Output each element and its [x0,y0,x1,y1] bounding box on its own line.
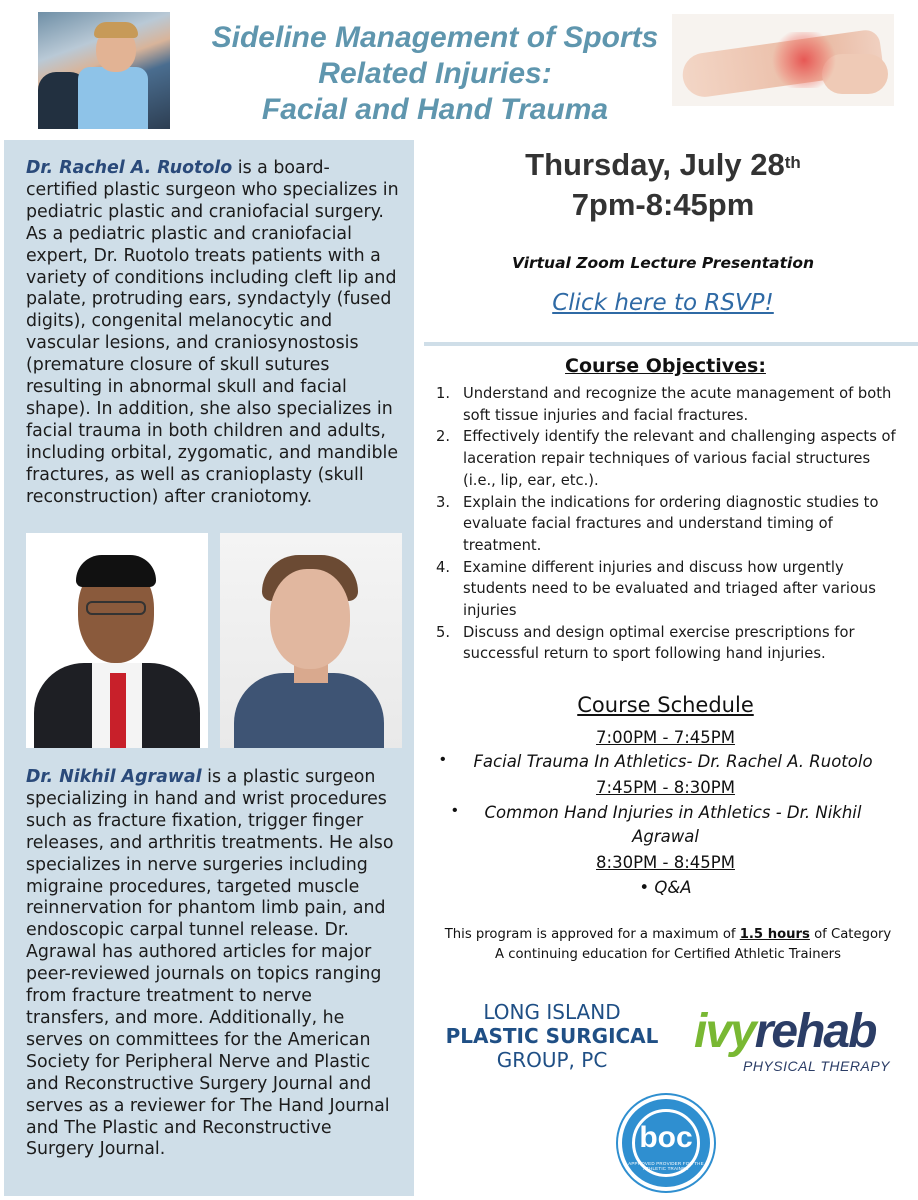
objective-item: 4. Examine different injuries and discuss how urgently students need to be evaluated and triaged after various injuries [436,558,876,620]
section-divider [424,342,918,346]
long-island-plastic-surgical-logo [432,1000,672,1072]
portrait-agrawal [26,533,208,748]
schedule-heading: Course Schedule [577,693,754,717]
event-venue: Virtual Zoom Lecture Presentation [511,254,815,272]
lips-logo-line-1: LONG ISLAND [483,1000,621,1024]
approval-line-2: A continuing education for Certified Athletic Trainers [495,947,841,962]
boc-logo [618,1095,714,1191]
objective-item: 3. Explain the indications for ordering diagnostic studies to evaluate facial fractures and understand timing of treatment. [436,493,879,554]
lips-logo-line-3: GROUP, PC [496,1048,608,1072]
portrait-ruotolo [220,533,402,748]
schedule-item-3-label: Q&A [654,878,692,897]
schedule-bullet: • [440,751,446,768]
schedule-bullet: • [639,878,650,897]
title-line-3: Facial and Hand Trauma [261,93,609,126]
ivy-logo-rehab: rehab [754,1005,876,1058]
objective-item: 1. Understand and recognize the acute management of both soft tissue injuries and facial fractures. [436,385,892,424]
schedule-time-2: 7:45PM - 8:30PM [596,778,735,797]
event-date-suffix: th [784,153,801,172]
event-time: 7pm-8:45pm [571,187,755,222]
lips-logo-line-2: PLASTIC SURGICAL [445,1024,659,1048]
speaker-bio-ruotolo [26,158,401,509]
objective-item: 2. Effectively identify the relevant and challenging aspects of laceration repair techniques of various facial structures (i.e., lip, ear, etc.). [436,428,896,489]
schedule-time-3: 8:30PM - 8:45PM [596,853,735,872]
objective-item: 5. Discuss and design optimal exercise prescriptions for successful return to sport following hand injuries. [436,623,855,663]
title-line-2: Related Injuries: [318,57,552,90]
approval-prefix: This program is approved for a maximum of [444,927,740,942]
schedule-bullet: • [452,802,458,819]
schedule-item-2-line-1: Common Hand Injuries in Athletics - Dr. Nikhil [484,803,862,822]
approval-hours: 1.5 hours [739,927,810,942]
objectives-list [436,383,906,665]
speaker-bio-agrawal [26,767,396,1161]
speaker-name-ruotolo: Dr. Rachel A. Ruotolo [26,158,233,178]
schedule-item-2-line-2: Agrawal [632,827,699,846]
schedule-item-3 [428,877,903,899]
ivy-logo-subtitle: PHYSICAL THERAPY [742,1058,890,1074]
schedule-item-1: Facial Trauma In Athletics- Dr. Rachel A. Ruotolo [473,752,873,771]
approval-suffix: of Category [809,927,892,942]
approval-note [428,925,908,965]
speaker-name-agrawal: Dr. Nikhil Agrawal [26,767,202,787]
event-date: Thursday, July 28 [525,147,785,182]
event-datetime [428,145,898,225]
header-photo-injured-player [38,12,170,129]
header-photo-wrist-pain [672,14,894,106]
speaker-bio-text-ruotolo: is a board-certified plastic surgeon who specializes in pediatric plastic and craniofacial surgery. As a pediatric plastic and craniofacial expert, Dr. Ruotolo treats patients with a variety of conditions including cleft lip and palate, protruding ears, syndactyly (fused digits), congenital melanocytic and vascular lesions, and craniosynostosis (premature closure of skull sutures resulting in abnormal skull and facial shape). In addition, she also specializes in facial trauma in both children and adults, including orbital, zygomatic, and mandible fractures, as well as cranioplasty (skull reconstruction) after craniotomy. [26,158,399,507]
ivy-rehab-logo [690,1000,900,1080]
objectives-heading: Course Objectives: [565,355,766,377]
boc-logo-ring-text: APPROVED PROVIDER FOR THE ATHLETIC TRAINER [628,1161,704,1171]
schedule-time-1: 7:00PM - 7:45PM [596,728,735,747]
boc-logo-text: boc [639,1121,693,1154]
ivy-logo-ivy: ivy [694,1005,755,1058]
page-title [190,20,680,128]
speaker-bio-text-agrawal: is a plastic surgeon specializing in hand and wrist procedures such as fracture fixation, trigger finger releases, and arthritis treatments. He also specializes in nerve surgeries including migraine procedures, targeted muscle reinnervation for phantom limb pain, and endoscopic carpal tunnel release. Dr. Agrawal has authored articles for major peer-reviewed journals on topics ranging from fracture treatment to nerve transfers, and more. Additionally, he serves on committees for the American Society for Peripheral Nerve and Plastic and Reconstructive Surgery Journal and serves as a reviewer for The Hand Journal and The Plastic and Reconstructive Surgery Journal. [26,767,394,1160]
rsvp-link[interactable]: Click here to RSVP! [552,290,774,316]
title-line-1: Sideline Management of Sports [211,21,659,54]
